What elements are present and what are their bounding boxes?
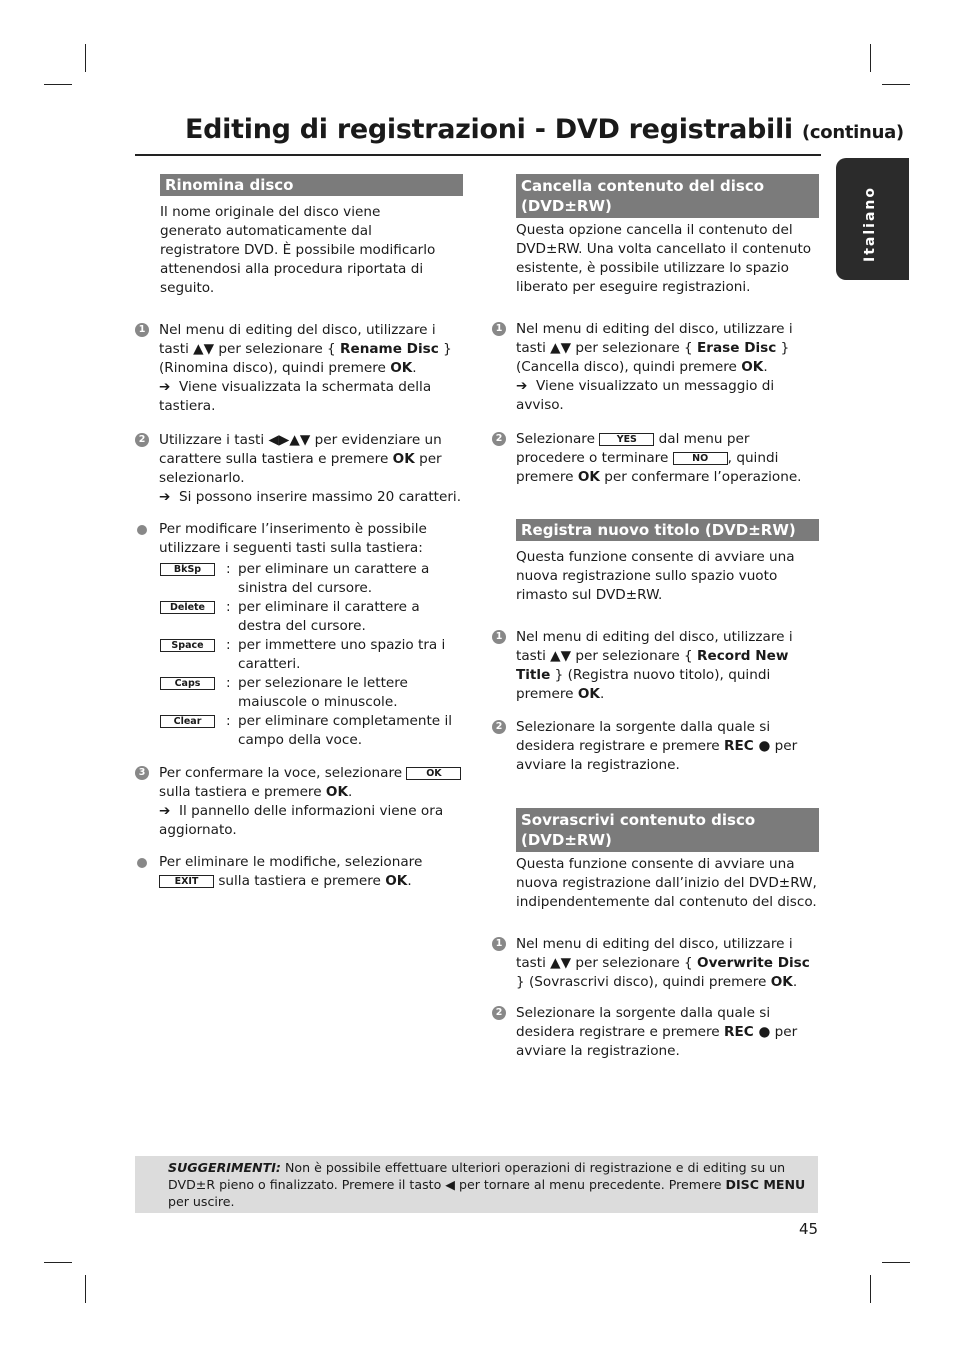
- title-rule: [135, 154, 821, 156]
- keyboard-key-no: NO: [673, 452, 728, 465]
- arrow-icon: ➔: [159, 379, 171, 395]
- keyboard-key: BkSp: [160, 563, 215, 576]
- key-row-bksp: BkSp : per eliminare un carattere a sinistra del cursore.: [160, 560, 463, 598]
- key-row-delete: Delete : per eliminare il carattere a destra del cursore.: [160, 598, 463, 636]
- step-number: 2: [492, 720, 506, 734]
- bullet-icon: [137, 858, 147, 868]
- step-1: 1 Nel menu di editing del disco, utilizzare i tasti ▲▼ per selezionare { Overwrite Disc } (Sovrascrivi disco), quindi premere OK.: [492, 935, 819, 992]
- tips-label: SUGGERIMENTI:: [168, 1160, 281, 1175]
- section-heading-cancella: Cancella contenuto del disco (DVD±RW): [516, 174, 819, 218]
- arrow-icon: ➔: [159, 803, 171, 819]
- left-column: [135, 174, 463, 891]
- step-number: 2: [492, 432, 506, 446]
- key-row-space: Space : per immettere uno spazio tra i caratteri.: [160, 636, 463, 674]
- tips-box: [135, 1156, 818, 1213]
- crop-mark: [44, 84, 72, 85]
- keyboard-key-yes: YES: [599, 433, 654, 446]
- step-number: 3: [135, 766, 149, 780]
- keyboard-key-exit: EXIT: [159, 875, 214, 888]
- step-2: 2 Selezionare la sorgente dalla quale si desidera registrare e premere REC ● per avviare la registrazione.: [492, 1004, 819, 1061]
- keyboard-key: Clear: [160, 715, 215, 728]
- crop-mark: [870, 44, 871, 72]
- intro-text: Questa funzione consente di avviare una nuova registrazione dall’inizio del DVD±RW, indipendentemente dal contenuto del disco.: [516, 856, 817, 910]
- section-heading-registra: Registra nuovo titolo (DVD±RW): [516, 519, 819, 541]
- key-row-caps: Caps : per selezionare le lettere maiuscole o minuscole.: [160, 674, 463, 712]
- step-1: 1 Nel menu di editing del disco, utilizzare i tasti ▲▼ per selezionare { Record New Title } (Registra nuovo titolo), quindi premere OK.: [492, 628, 819, 704]
- page-title: Editing di registrazioni - DVD registrabili (continua): [185, 114, 904, 145]
- step-2: 2 Selezionare YES dal menu per procedere o terminare NO , quindi premere OK per confermare l’operazione.: [492, 430, 819, 487]
- keyboard-key: Delete: [160, 601, 215, 614]
- key-row-clear: Clear : per eliminare completamente il campo della voce.: [160, 712, 463, 750]
- step-number: 2: [492, 1006, 506, 1020]
- step-number: 1: [492, 937, 506, 951]
- step-number: 1: [135, 323, 149, 337]
- step-2: 2 Selezionare la sorgente dalla quale si desidera registrare e premere REC ● per avviare la registrazione.: [492, 718, 819, 775]
- step-2: 2 Utilizzare i tasti ◀▶▲▼ per evidenziare un carattere sulla tastiera e premere OK per selezionarlo. ➔ Si possono inserire massimo 20 caratteri.: [135, 431, 463, 507]
- intro-text: Questa opzione cancella il contenuto del DVD±RW. Una volta cancellato il contenuto esistente, è possibile utilizzare lo spazio liberato per eseguire registrazioni.: [516, 222, 812, 295]
- keyboard-key: Caps: [160, 677, 215, 690]
- bullet-item: Per eliminare le modifiche, selezionare EXIT sulla tastiera e premere OK.: [135, 853, 463, 891]
- step-number: 1: [492, 322, 506, 336]
- intro-text: Questa funzione consente di avviare una nuova registrazione sullo spazio vuoto rimasto sul DVD±RW.: [516, 549, 795, 603]
- step-1: 1 Nel menu di editing del disco, utilizzare i tasti ▲▼ per selezionare { Rename Disc } (Rinomina disco), quindi premere OK. ➔ Viene visualizzata la schermata della tastiera.: [135, 321, 463, 416]
- section-heading-rinomina: Rinomina disco: [160, 174, 463, 196]
- right-column: [492, 174, 819, 1061]
- keyboard-key: Space: [160, 639, 215, 652]
- arrow-icon: ➔: [516, 378, 528, 394]
- page-number: 45: [799, 1220, 819, 1238]
- section-heading-sovrascrivi: Sovrascrivi contenuto disco (DVD±RW): [516, 808, 819, 852]
- crop-mark: [882, 84, 910, 85]
- language-label: Italiano: [862, 186, 878, 262]
- bullet-icon: [137, 525, 147, 535]
- step-1: 1 Nel menu di editing del disco, utilizzare i tasti ▲▼ per selezionare { Erase Disc } (Cancella disco), quindi premere OK. ➔ Viene visualizzato un messaggio di avviso.: [492, 320, 819, 415]
- intro-text: Il nome originale del disco viene generato automaticamente dal registratore DVD. È possibile modificarlo attenendosi alla procedura riportata di seguito.: [160, 204, 436, 296]
- keyboard-key-ok: OK: [406, 767, 461, 780]
- step-number: 2: [135, 433, 149, 447]
- crop-mark: [882, 1262, 910, 1263]
- page-title-suffix: (continua): [802, 122, 904, 143]
- crop-mark: [44, 1262, 72, 1263]
- step-number: 1: [492, 630, 506, 644]
- bullet-item: Per modificare l’inserimento è possibile utilizzare i seguenti tasti sulla tastiera:: [135, 520, 463, 558]
- tips-text: SUGGERIMENTI: Non è possibile effettuare ulteriori operazioni di registrazione e di editing su un DVD±R pieno o finalizzato. Premere il tasto ◀ per tornare al menu precedente. Premere DISC MENU per uscire.: [168, 1160, 806, 1209]
- arrow-icon: ➔: [159, 489, 171, 505]
- crop-mark: [85, 44, 86, 72]
- key-list: [160, 560, 463, 750]
- crop-mark: [85, 1275, 86, 1303]
- step-3: 3 Per confermare la voce, selezionare OK sulla tastiera e premere OK. ➔ Il pannello delle informazioni viene ora aggiornato.: [135, 764, 463, 840]
- crop-mark: [870, 1275, 871, 1303]
- language-side-tab: [836, 158, 909, 280]
